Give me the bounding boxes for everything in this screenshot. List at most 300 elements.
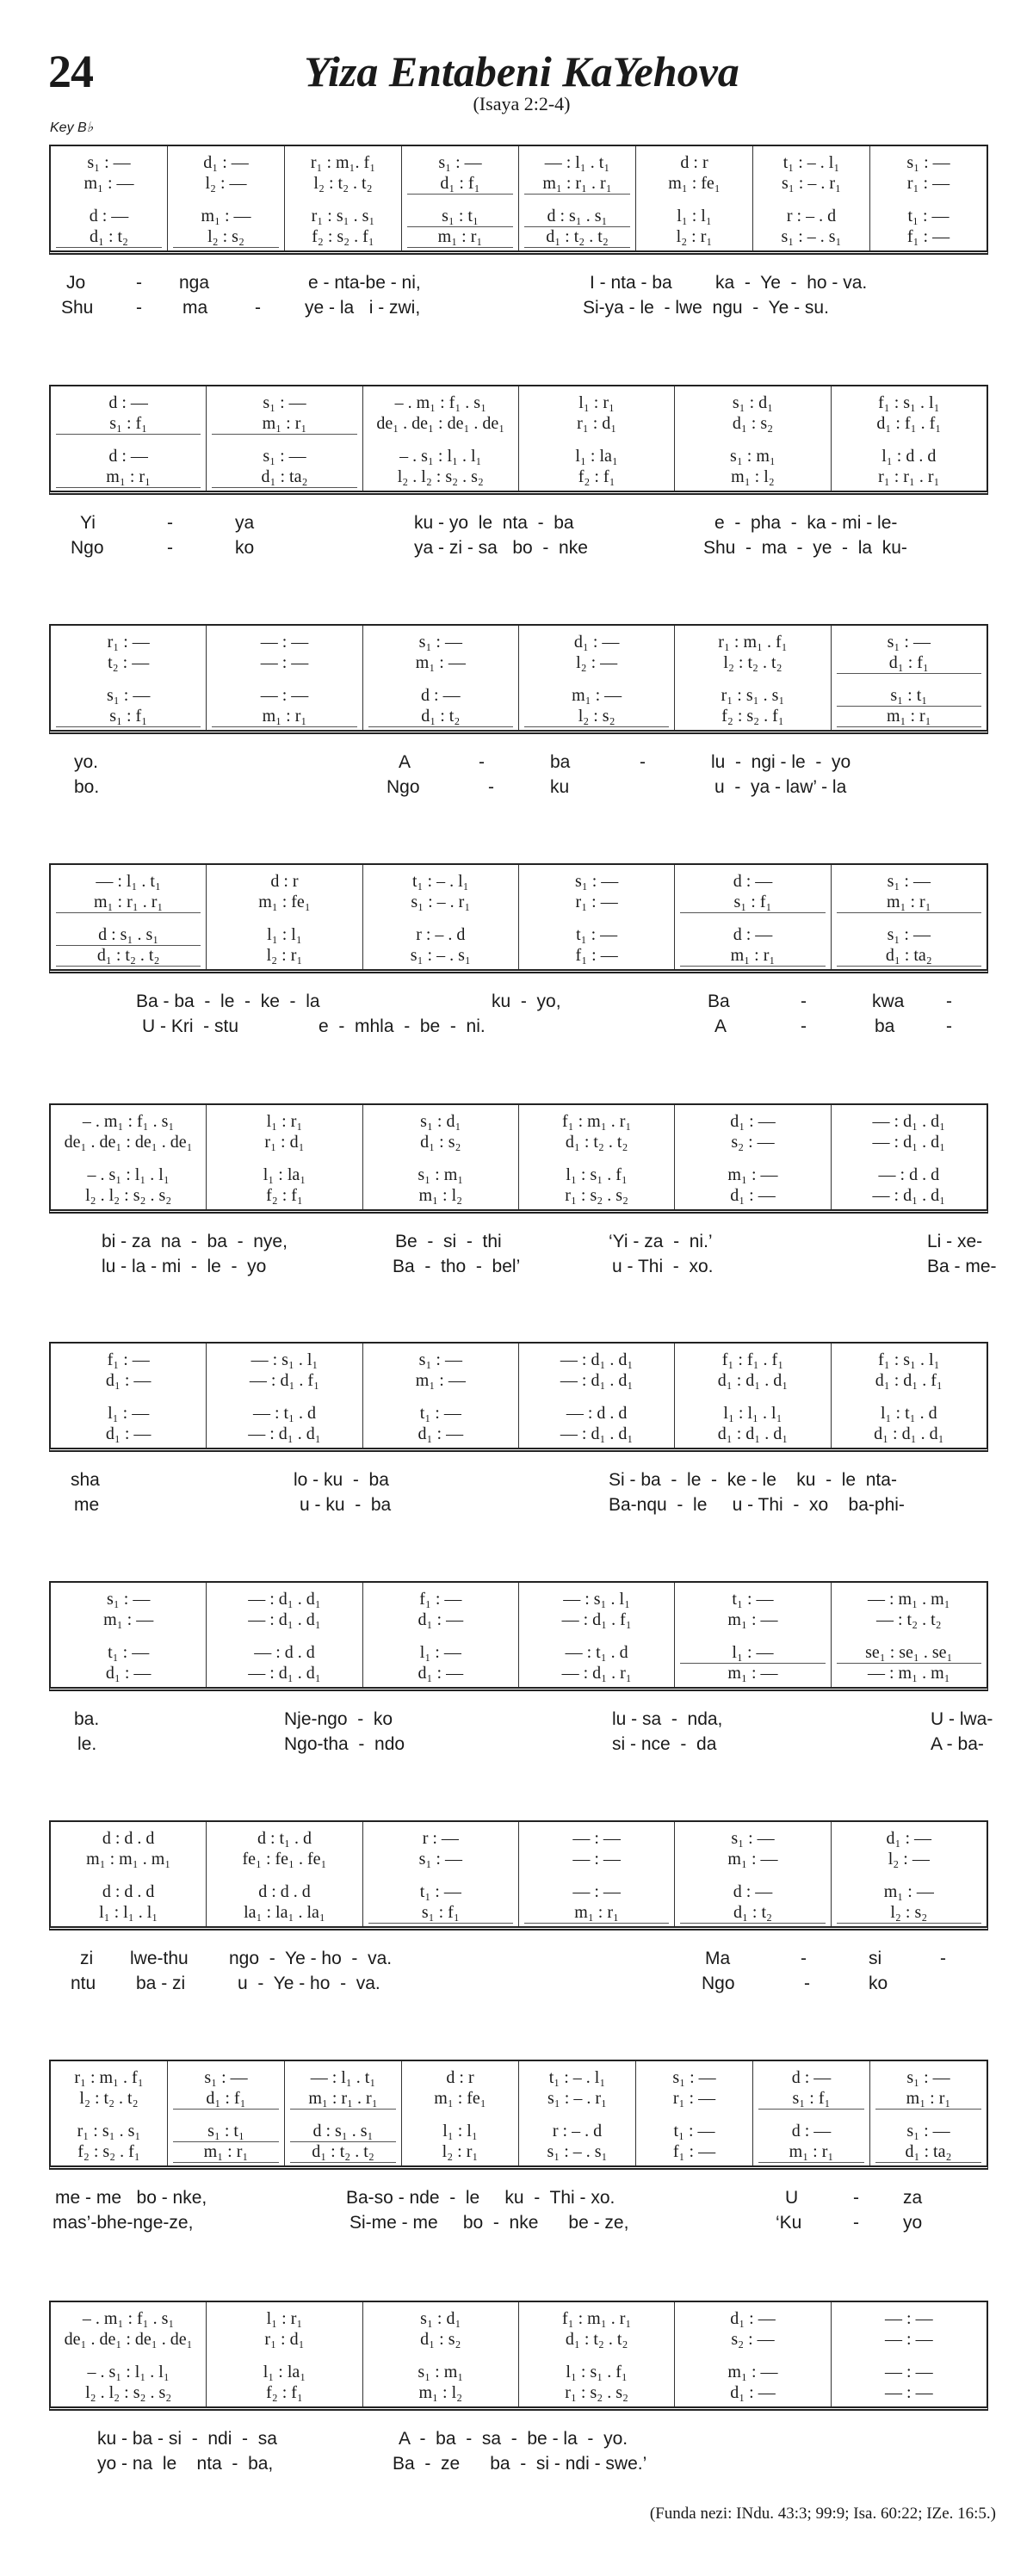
soprano-notes: d₁ : — <box>573 633 620 652</box>
lyric-verse-2: - <box>946 1016 952 1036</box>
bass-notes: d₁ : t₂ <box>680 1903 825 1924</box>
alto-notes: — : d₁ . d₁ <box>560 1371 634 1390</box>
lyric-verse-1: kwa <box>872 991 905 1011</box>
lyric-verse-1: ka - Ye - ho - va. <box>715 273 868 293</box>
alto-notes: m₁ : — <box>727 1850 778 1869</box>
bass-notes: d₁ : ta₂ <box>875 2142 981 2163</box>
alto-notes: l₂ : t₂ . t₂ <box>313 174 373 193</box>
tenor-notes: — : t₁ . d <box>252 1404 317 1423</box>
soprano-notes: d₁ : — <box>886 1829 932 1848</box>
bass-notes: d₁ : d₁ . d₁ <box>717 1424 789 1443</box>
tenor-notes: — : — <box>572 1882 621 1901</box>
soprano-notes: s₁ : — <box>204 2068 248 2087</box>
soprano-notes: s₁ : — <box>574 872 619 891</box>
bass-notes: d₁ : — <box>418 1664 464 1683</box>
tenor-notes: s₁ : m₁ <box>418 1165 464 1184</box>
soprano-notes: d : — <box>733 872 773 891</box>
alto-notes: s₂ : — <box>731 1133 775 1152</box>
bass-notes: l₂ : r₁ <box>266 946 303 965</box>
lyric-verse-2: - <box>167 538 173 558</box>
tenor-notes: – . s₁ : l₁ . l₁ <box>87 1165 170 1184</box>
lyric-verse-1: A - ba - sa - be - la - yo. <box>399 2429 628 2449</box>
tenor-notes: t₁ : — <box>419 1882 461 1901</box>
tenor-notes: r : – . d <box>552 2122 603 2140</box>
soprano-notes: – . m₁ : f₁ . s₁ <box>82 1112 175 1131</box>
bass-notes: l₂ . l₂ : s₂ . s₂ <box>85 1186 172 1205</box>
alto-notes: l₂ : — <box>205 174 247 193</box>
lyric-verse-1: lwe-thu <box>130 1949 189 1968</box>
tenor-notes: m₁ : — <box>727 2363 778 2381</box>
alto-notes: m₁ : — <box>103 1610 154 1629</box>
lyric-verse-2: Shu - ma - ye - la ku- <box>703 538 907 558</box>
soprano-notes: — : l₁ . t₁ <box>96 872 161 891</box>
measure <box>167 146 284 250</box>
lyric-verse-1: I - nta - ba <box>590 273 672 293</box>
alto-notes: l₂ : — <box>576 653 618 672</box>
lyric-verse-1: yo. <box>74 752 99 772</box>
tenor-notes: l₁ : l₁ <box>267 925 302 944</box>
lyric-verse-2: u - ya - law’ - la <box>714 777 847 797</box>
bass-notes: — : d₁ . d₁ <box>248 1424 321 1443</box>
measure <box>518 1105 674 1209</box>
lyric-verse-2: e - mhla - be - ni. <box>319 1016 486 1036</box>
measure <box>831 1344 987 1448</box>
lyric-verse-1: - <box>640 752 646 772</box>
lyric-verse-1: bi - za na - ba - nye, <box>102 1232 288 1251</box>
lyric-verse-2: ku <box>550 777 570 797</box>
soprano-notes: f₁ : s₁ . l₁ <box>878 1350 940 1369</box>
alto-notes: s₁ : — <box>418 1850 462 1869</box>
bass-notes: m₁ : r₁ <box>212 707 356 727</box>
soprano-notes: d₁ : — <box>730 1112 776 1131</box>
alto-notes: m₁ : r₁ <box>837 893 981 913</box>
soprano-notes: d : r <box>680 153 708 172</box>
soprano-notes: d : r <box>270 872 299 891</box>
bass-notes: s₁ : – . s₁ <box>781 227 842 246</box>
music-system <box>49 145 988 255</box>
bass-notes: d₁ : t₂ . t₂ <box>56 946 201 967</box>
lyric-verse-2: Ngo <box>387 777 420 797</box>
soprano-notes: s₁ : — <box>107 1590 151 1609</box>
bass-notes: r₁ : s₂ . s₂ <box>565 1186 628 1205</box>
tenor-notes: m₁ : — <box>572 686 622 705</box>
alto-notes: r₁ : — <box>672 2089 716 2108</box>
tenor-notes: — : d . d <box>878 1165 940 1184</box>
bass-notes: — : — <box>885 2383 933 2402</box>
alto-notes: m₁ : fe₁ <box>668 174 721 193</box>
tenor-notes: l₁ : t₁ . d <box>880 1404 937 1423</box>
alto-notes: r₁ : — <box>906 174 950 193</box>
lyric-verse-1: - <box>801 991 807 1011</box>
lyric-verse-2: U - Kri - stu <box>142 1016 239 1036</box>
tenor-notes: r₁ : s₁ . s₁ <box>721 686 785 705</box>
bass-notes: m₁ : l₂ <box>418 1186 463 1205</box>
soprano-notes: — : — <box>885 2309 933 2328</box>
soprano-notes: — : — <box>572 1829 621 1848</box>
alto-notes: m₁ : r₁ . r₁ <box>290 2089 396 2110</box>
alto-notes: d₁ : d₁ . d₁ <box>717 1371 789 1390</box>
soprano-notes: — : d₁ . d₁ <box>872 1112 946 1131</box>
soprano-notes: — : s₁ . l₁ <box>251 1350 319 1369</box>
tenor-notes: s₁ : — <box>906 2122 950 2140</box>
lyric-verse-1: lu - sa - nda, <box>612 1709 723 1729</box>
lyric-verse-1: me - me bo - nke, <box>55 2188 207 2208</box>
bass-notes: l₁ : l₁ . l₁ <box>99 1903 158 1922</box>
alto-notes: d₁ : f₁ <box>173 2089 279 2110</box>
alto-notes: m₁ : fe₁ <box>434 2089 486 2108</box>
soprano-notes: d₁ : — <box>730 2309 776 2328</box>
measure <box>362 1583 518 1687</box>
soprano-notes: l₁ : r₁ <box>266 1112 303 1131</box>
lyric-verse-1: A <box>399 752 411 772</box>
alto-notes: s₁ : – . r₁ <box>547 2089 607 2108</box>
alto-notes: de₁ . de₁ : de₁ . de₁ <box>64 1133 193 1152</box>
lyric-verse-1: lu - ngi - le - yo <box>711 752 851 772</box>
measure <box>831 1822 987 1926</box>
bass-notes: f₂ : s₂ . f₁ <box>721 707 784 726</box>
alto-notes: m₁ : — <box>727 1610 778 1629</box>
measure <box>831 386 987 491</box>
measure <box>831 1583 987 1687</box>
alto-notes: — : d₁ . f₁ <box>561 1610 632 1629</box>
bass-notes: m₁ : r₁ <box>173 2142 279 2163</box>
measure <box>752 2061 869 2165</box>
bass-notes: — : d₁ . d₁ <box>248 1664 321 1683</box>
hymn-number: 24 <box>48 46 93 97</box>
soprano-notes: d : r <box>446 2068 474 2087</box>
soprano-notes: s₁ : — <box>887 633 931 652</box>
soprano-notes: r : — <box>422 1829 459 1848</box>
lyric-verse-1: ‘Yi - za - ni.’ <box>609 1232 713 1251</box>
bass-notes: m₁ : r₁ <box>524 1903 669 1924</box>
lyric-verse-1: ya <box>235 513 255 533</box>
lyric-verse-2: A <box>714 1016 727 1036</box>
alto-notes: de₁ . de₁ : de₁ . de₁ <box>64 2330 193 2349</box>
bass-notes: s₁ : – . s₁ <box>410 946 471 965</box>
lyric-verse-2: yo - na le nta - ba, <box>97 2454 274 2474</box>
measure <box>674 1105 830 1209</box>
lyric-verse-2: Ba - tho - bel’ <box>393 1257 521 1276</box>
tenor-notes: l₁ : la₁ <box>263 1165 306 1184</box>
measure <box>674 1344 830 1448</box>
key-signature: Key B♭ <box>50 120 94 135</box>
lyric-verse-2: Si-me - me bo - nke be - ze, <box>349 2213 629 2233</box>
alto-notes: m₁ : m₁ . m₁ <box>86 1850 171 1869</box>
tenor-notes: l₁ : — <box>108 1404 150 1423</box>
lyric-verse-2: ko <box>869 1974 888 1993</box>
music-system <box>49 1103 988 1214</box>
alto-notes: — : — <box>572 1850 621 1869</box>
bass-notes: r₁ : s₂ . s₂ <box>565 2383 628 2402</box>
soprano-notes: s₁ : — <box>418 1350 462 1369</box>
soprano-notes: r₁ : m₁. f₁ <box>310 153 376 172</box>
tenor-notes: l₁ : s₁ . f₁ <box>566 2363 628 2381</box>
soprano-notes: s₁ : — <box>731 1829 775 1848</box>
lyric-verse-1: zi <box>80 1949 94 1968</box>
bass-notes: l₂ . l₂ : s₂ . s₂ <box>85 2383 172 2402</box>
tenor-notes: r : – . d <box>416 925 466 944</box>
measure <box>362 386 518 491</box>
measure <box>206 1344 362 1448</box>
tenor-notes: s₁ : m₁ <box>730 447 776 466</box>
tenor-notes: se₁ : se₁ . se₁ <box>837 1643 981 1664</box>
tenor-notes: l₁ : s₁ . f₁ <box>566 1165 628 1184</box>
alto-notes: d₁ : t₂ . t₂ <box>565 1133 628 1152</box>
music-system <box>49 2301 988 2411</box>
bass-notes: l₂ : s₂ <box>837 1903 981 1924</box>
lyric-verse-2: ntu <box>71 1974 96 1993</box>
tenor-notes: t₁ : — <box>419 1404 461 1423</box>
bass-notes: — : d₁ . d₁ <box>872 1186 946 1205</box>
lyric-verse-1: Ba <box>708 991 730 1011</box>
tenor-notes: l₁ : l₁ <box>442 2122 478 2140</box>
measure <box>284 146 401 250</box>
lyric-verse-1: Ba-so - nde - le ku - Thi - xo. <box>346 2188 615 2208</box>
alto-notes: d₁ : d₁ . f₁ <box>875 1371 943 1390</box>
lyric-verse-1: ba <box>550 752 571 772</box>
alto-notes: r₁ : — <box>575 893 618 911</box>
measure <box>674 2302 830 2406</box>
soprano-notes: t₁ : – . l₁ <box>412 872 469 891</box>
lyric-verse-2: Ba - me- <box>927 1257 997 1276</box>
measure <box>401 146 518 250</box>
bass-notes: d₁ : t₂ <box>56 227 162 248</box>
bass-notes: l₂ . l₂ : s₂ . s₂ <box>397 467 484 486</box>
lyric-verse-2: bo. <box>74 777 100 797</box>
measure <box>51 626 206 730</box>
alto-notes: d₁ : s₂ <box>420 1133 461 1152</box>
bass-notes: d₁ : — <box>730 1186 776 1205</box>
tenor-notes: l₁ : — <box>680 1643 825 1664</box>
lyric-verse-1: Yi <box>80 513 96 533</box>
bass-notes: f₂ : f₁ <box>266 1186 303 1205</box>
measure <box>831 1105 987 1209</box>
tenor-notes: d : — <box>733 925 773 944</box>
measure <box>518 386 674 491</box>
soprano-notes: – . m₁ : f₁ . s₁ <box>82 2309 175 2328</box>
lyric-verse-1: - <box>853 2188 859 2208</box>
measure <box>518 1344 674 1448</box>
alto-notes: r₁ : d₁ <box>264 2330 305 2349</box>
lyric-verse-2: me <box>74 1495 100 1515</box>
measure <box>635 146 752 250</box>
bass-notes: m₁ : r₁ <box>407 227 513 248</box>
alto-notes: s₁ : – . r₁ <box>411 893 471 911</box>
soprano-notes: — : d₁ . d₁ <box>560 1350 634 1369</box>
measure <box>362 2302 518 2406</box>
bass-notes: r₁ : r₁ . r₁ <box>878 467 940 486</box>
alto-notes: s₂ : — <box>731 2330 775 2349</box>
measure <box>831 626 987 730</box>
lyric-verse-1: U <box>785 2188 799 2208</box>
tenor-notes: s₁ : m₁ <box>418 2363 464 2381</box>
soprano-notes: r₁ : m₁ . f₁ <box>74 2068 144 2087</box>
lyric-verse-1: U - lwa- <box>931 1709 993 1729</box>
lyric-verse-2: A - ba- <box>931 1734 984 1754</box>
measure <box>51 1105 206 1209</box>
tenor-notes: l₁ : d . d <box>881 447 937 466</box>
lyric-verse-1: ku - yo le nta - ba <box>414 513 574 533</box>
tenor-notes: s₁ : t₁ <box>173 2122 279 2142</box>
alto-notes: r₁ : d₁ <box>264 1133 305 1152</box>
lyric-verse-1: Si - ba - le - ke - le ku - le nta- <box>609 1470 897 1490</box>
measure <box>206 386 362 491</box>
bass-notes: d₁ : ta₂ <box>837 946 981 967</box>
tenor-notes: – . s₁ : l₁ . l₁ <box>87 2363 170 2381</box>
music-system <box>49 624 988 734</box>
tenor-notes: — : d . d <box>254 1643 315 1662</box>
alto-notes: l₂ : t₂ . t₂ <box>79 2089 139 2108</box>
measure <box>518 626 674 730</box>
soprano-notes: l₁ : r₁ <box>578 393 615 412</box>
soprano-notes: s₁ : — <box>87 153 131 172</box>
alto-notes: s₁ : – . r₁ <box>782 174 841 193</box>
soprano-notes: s₁ : — <box>672 2068 716 2087</box>
bass-notes: d₁ : t₂ <box>368 707 513 727</box>
measure <box>362 1344 518 1448</box>
music-system <box>49 2060 988 2170</box>
bass-notes: s₁ : – . s₁ <box>547 2142 608 2161</box>
lyric-verse-2: u - ku - ba <box>300 1495 392 1515</box>
soprano-notes: s₁ : — <box>438 153 482 172</box>
measure <box>206 865 362 969</box>
alto-notes: s₁ : f₁ <box>680 893 825 913</box>
tenor-notes: l₁ : — <box>419 1643 461 1662</box>
measure <box>167 2061 284 2165</box>
bass-notes: f₂ : s₂ . f₁ <box>312 227 374 246</box>
tenor-notes: d : — <box>421 686 461 705</box>
measure <box>674 626 830 730</box>
lyric-verse-2: ko <box>235 538 255 558</box>
alto-notes: s₁ : f₁ <box>758 2089 864 2110</box>
lyric-verse-1: si <box>869 1949 882 1968</box>
alto-notes: de₁ . de₁ : de₁ . de₁ <box>376 414 505 433</box>
bass-notes: f₁ : — <box>575 946 618 965</box>
bass-notes: d₁ : ta₂ <box>212 467 356 488</box>
soprano-notes: t₁ : – . l₁ <box>782 153 840 172</box>
lyric-verse-2: Ba-nqu - le u - Thi - xo ba-phi- <box>609 1495 905 1515</box>
lyric-verse-2: si - nce - da <box>612 1734 717 1754</box>
bass-notes: m₁ : l₂ <box>731 467 775 486</box>
tenor-notes: s₁ : t₁ <box>837 686 981 707</box>
alto-notes: d₁ : f₁ <box>407 174 513 195</box>
measure <box>362 626 518 730</box>
soprano-notes: t₁ : — <box>732 1590 774 1609</box>
music-system <box>49 385 988 495</box>
lyric-verse-2: ‘Ku <box>776 2213 802 2233</box>
lyric-verse-2: - <box>255 298 261 318</box>
lyric-verse-2: Si-ya - le - lwe ngu - Ye - su. <box>583 298 829 318</box>
music-system <box>49 1820 988 1930</box>
soprano-notes: s₁ : — <box>418 633 462 652</box>
bass-notes: d₁ : d₁ . d₁ <box>874 1424 944 1443</box>
alto-notes: d₁ : s₂ <box>420 2330 461 2349</box>
bass-notes: — : m₁ . m₁ <box>867 1664 950 1683</box>
soprano-notes: r₁ : — <box>107 633 150 652</box>
alto-notes: m₁ : r₁ . r₁ <box>524 174 630 195</box>
soprano-notes: s₁ : — <box>887 872 931 891</box>
lyric-verse-1: Ba - ba - le - ke - la <box>136 991 320 1011</box>
soprano-notes: s₁ : d₁ <box>420 1112 461 1131</box>
bass-notes: l₂ : r₁ <box>676 227 713 246</box>
alto-notes: d₁ : — <box>105 1371 152 1390</box>
lyric-verse-1: nga <box>179 273 210 293</box>
measure <box>831 2302 987 2406</box>
alto-notes: — : d₁ . d₁ <box>872 1133 946 1152</box>
soprano-notes: s₁ : d₁ <box>420 2309 461 2328</box>
tenor-notes: l₁ : l₁ <box>677 207 712 225</box>
lyric-verse-1: e - pha - ka - mi - le- <box>714 513 898 533</box>
lyric-verse-2: lu - la - mi - le - yo <box>102 1257 267 1276</box>
tenor-notes: s₁ : — <box>107 686 151 705</box>
measure <box>206 1822 362 1926</box>
tenor-notes: t₁ : — <box>907 207 949 225</box>
alto-notes: d₁ : s₂ <box>732 414 774 433</box>
lyric-verse-1: ngo - Ye - ho - va. <box>229 1949 393 1968</box>
soprano-notes: s₁ : — <box>906 153 950 172</box>
lyric-verse-2: mas’-bhe-nge-ze, <box>53 2213 194 2233</box>
lyric-verse-1: Nje-ngo - ko <box>284 1709 393 1729</box>
tenor-notes: — : — <box>885 2363 933 2381</box>
tenor-notes: l₁ : l₁ . l₁ <box>723 1404 782 1423</box>
measure <box>518 1822 674 1926</box>
measure <box>674 1822 830 1926</box>
lyric-verse-2: Ngo <box>71 538 104 558</box>
measure <box>206 1105 362 1209</box>
soprano-notes: — : l₁ . t₁ <box>310 2068 376 2087</box>
measure <box>51 1822 206 1926</box>
alto-notes: m₁ : — <box>84 174 134 193</box>
lyric-verse-1: Li - xe- <box>927 1232 983 1251</box>
bass-notes: f₁ : — <box>906 227 950 246</box>
bass-notes: m₁ : l₂ <box>418 2383 463 2402</box>
music-system <box>49 1581 988 1691</box>
lyric-verse-2: - <box>488 777 494 797</box>
tenor-notes: d : — <box>108 447 148 466</box>
soprano-notes: t₁ : – . l₁ <box>548 2068 606 2087</box>
lyric-verse-1: ba. <box>74 1709 100 1729</box>
lyric-verse-1: - <box>946 991 952 1011</box>
measure <box>518 865 674 969</box>
bass-notes: l₂ : s₂ <box>173 227 279 248</box>
lyric-verse-1: Be - si - thi <box>395 1232 502 1251</box>
measure <box>752 146 869 250</box>
tenor-notes: d : s₁ . s₁ <box>524 207 630 227</box>
lyric-verse-2: le. <box>77 1734 97 1754</box>
bass-notes: d₁ : t₂ . t₂ <box>290 2142 396 2163</box>
alto-notes: fe₁ : fe₁ . fe₁ <box>242 1850 327 1869</box>
measure <box>518 146 635 250</box>
bass-notes: — : d₁ . r₁ <box>561 1664 632 1683</box>
measure <box>401 2061 518 2165</box>
alto-notes: m₁ : — <box>415 653 466 672</box>
alto-notes: m₁ : r₁ . r₁ <box>56 893 201 913</box>
tenor-notes: — : d . d <box>566 1404 628 1423</box>
tenor-notes: d : d . d <box>258 1882 311 1901</box>
alto-notes: d₁ : f₁ <box>837 653 981 674</box>
measure <box>51 865 206 969</box>
soprano-notes: d₁ : — <box>203 153 249 172</box>
music-system <box>49 1342 988 1452</box>
lyric-verse-1: sha <box>71 1470 100 1490</box>
tenor-notes: d : s₁ . s₁ <box>290 2122 396 2142</box>
bass-notes: — : d₁ . d₁ <box>560 1424 634 1443</box>
lyric-verse-2: - <box>136 298 142 318</box>
tenor-notes: l₁ : la₁ <box>263 2363 306 2381</box>
lyric-verse-2: - <box>804 1974 810 1993</box>
bass-notes: s₁ : f₁ <box>56 707 201 727</box>
tenor-notes: d : — <box>791 2122 832 2140</box>
